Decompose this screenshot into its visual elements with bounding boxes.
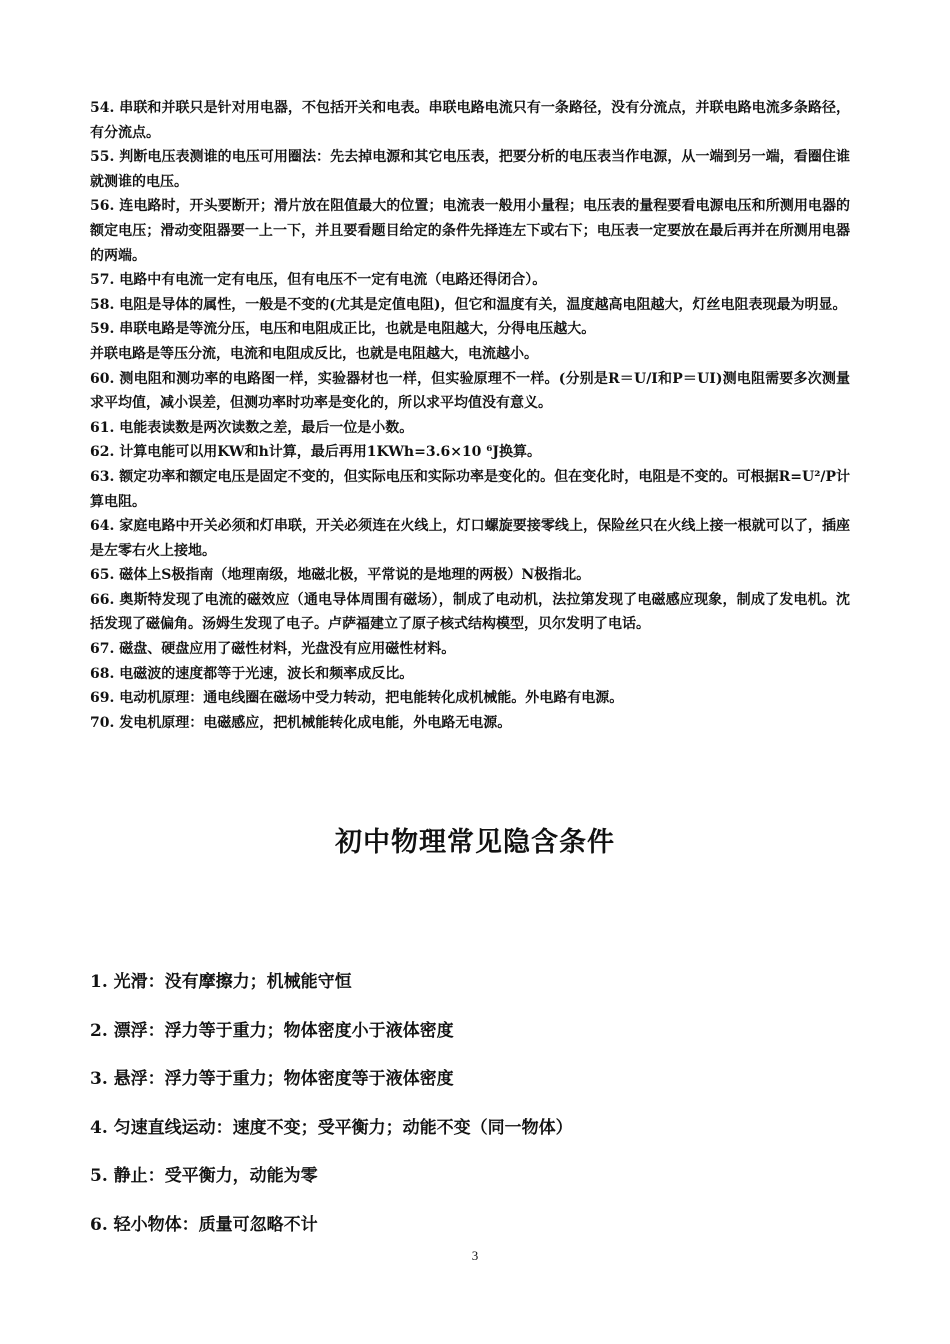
list-item: 69. 电动机原理：通电线圈在磁场中受力转动，把电能转化成机械能。外电路有电源。 bbox=[90, 690, 624, 707]
list-item: 57. 电路中有电流一定有电压，但有电压不一定有电流（电路还得闭合）。 bbox=[90, 272, 547, 289]
condition-item: 2. 漂浮：浮力等于重力；物体密度小于液体密度 bbox=[90, 1020, 454, 1041]
list-item: 64. 家庭电路中开关必须和灯串联，开关必须连在火线上，灯口螺旋要接零线上，保险丝只在火线上接一根就可以了，插座是左零右火上接地。 bbox=[90, 518, 850, 559]
condition-item: 1. 光滑：没有摩擦力；机械能守恒 bbox=[90, 972, 352, 992]
list-item: 并联电路是等压分流，电流和电阻成反比，也就是电阻越大，电流越小。 bbox=[90, 345, 538, 362]
list-item: 62. 计算电能可以用KW和h计算，最后再用1KWh=3.6×10 ⁶J换算。 bbox=[90, 444, 542, 461]
list-item: 60. 测电阻和测功率的电路图一样，实验器材也一样，但实验原理不一样。(分别是R＝U/I和P＝UI)测电阻需要多次测量求平均值，减小误差，但测功率时功率是变化的，所以求平均值没有意义。 bbox=[90, 370, 850, 412]
list-item: 59. 串联电路是等流分压，电压和电阻成正比，也就是电阻越大，分得电压越大。 bbox=[90, 321, 596, 338]
list-item: 55. 判断电压表测谁的电压可用圈法：先去掉电源和其它电压表，把要分析的电压表当作电源，从一端到另一端，看圈住谁就测谁的电压。 bbox=[90, 149, 850, 190]
hidden-conditions-list bbox=[90, 958, 850, 1249]
condition-item: 5. 静止：受平衡力，动能为零 bbox=[90, 1166, 318, 1186]
list-item: 67. 磁盘、硬盘应用了磁性材料，光盘没有应用磁性材料。 bbox=[90, 641, 456, 658]
list-item: 66. 奥斯特发现了电流的磁效应（通电导体周围有磁场），制成了电动机，法拉第发现了电磁感应现象，制成了发电机。沈括发现了磁偏角。汤姆生发现了电子。卢萨福建立了原子核式结构模型，贝尔发明了电话。 bbox=[90, 591, 850, 633]
page-number: 3 bbox=[471, 1248, 479, 1263]
list-item: 56. 连电路时，开头要断开；滑片放在阻值最大的位置；电流表一般用小量程；电压表的量程要看电源电压和所测用电器的额定电压；滑动变阻器要一上一下，并且要看题目给定的条件先择连左下或右下；电压表一定要放在最后再并在所测用电器的两端。 bbox=[90, 198, 850, 264]
section-heading: 初中物理常见隐含条件 bbox=[335, 827, 615, 858]
list-item: 61. 电能表读数是两次读数之差，最后一位是小数。 bbox=[90, 419, 414, 436]
condition-item: 4. 匀速直线运动：速度不变；受平衡力；动能不变（同一物体） bbox=[90, 1117, 573, 1138]
list-item: 54. 串联和并联只是针对用电器，不包括开关和电表。串联电路电流只有一条路径，没有分流点，并联电路电流多条路径，有分流点。 bbox=[90, 100, 850, 141]
condition-item: 6. 轻小物体：质量可忽略不计 bbox=[90, 1214, 318, 1235]
condition-item: 3. 悬浮：浮力等于重力；物体密度等于液体密度 bbox=[90, 1069, 454, 1089]
list-item: 68. 电磁波的速度都等于光速，波长和频率成反比。 bbox=[90, 665, 414, 682]
list-item: 58. 电阻是导体的属性，一般是不变的(尤其是定值电阻)，但它和温度有关，温度越高电阻越大，灯丝电阻表现最为明显。 bbox=[90, 296, 847, 313]
list-item: 65. 磁体上S极指南（地理南级，地磁北极，平常说的是地理的两极）N极指北。 bbox=[90, 567, 591, 584]
physics-points-list bbox=[90, 96, 850, 735]
list-item: 63. 额定功率和额定电压是固定不变的，但实际电压和实际功率是变化的。但在变化时，电阻是不变的。可根据R=U²/P计算电阻。 bbox=[90, 468, 850, 510]
list-item: 70. 发电机原理：电磁感应，把机械能转化成电能，外电路无电源。 bbox=[90, 714, 512, 731]
